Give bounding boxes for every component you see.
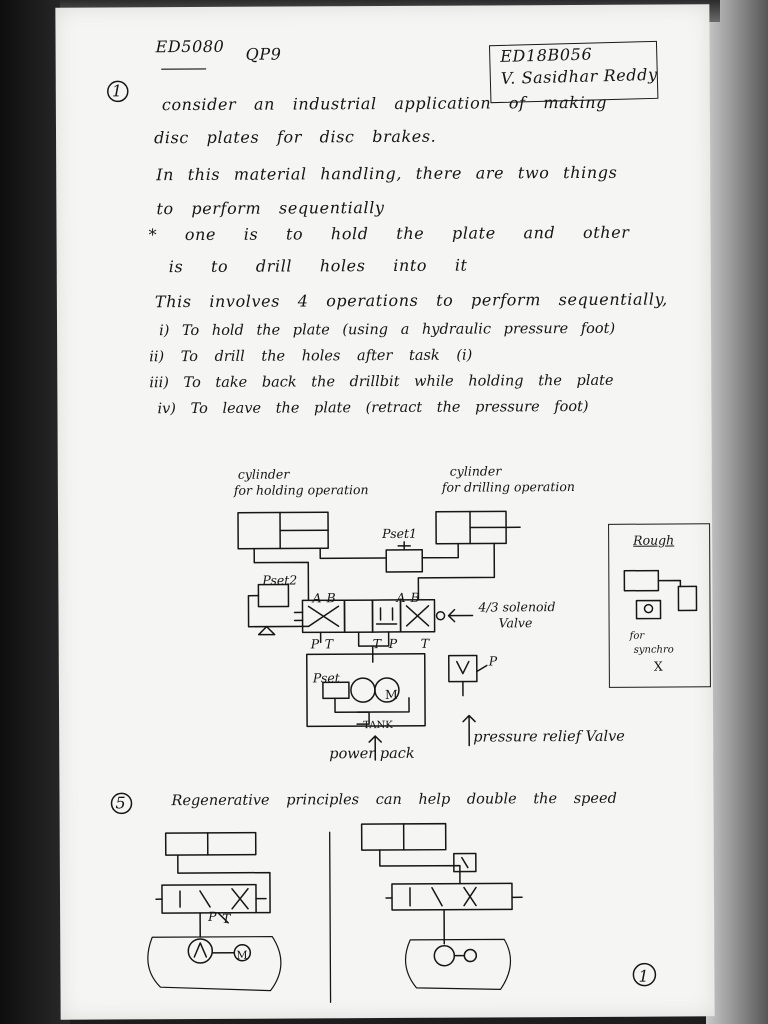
valve1-port-p: P — [310, 636, 320, 652]
sequence-valve-2-symbol — [258, 585, 288, 607]
page-number: 1 — [638, 966, 650, 986]
background-right — [706, 0, 768, 1024]
solenoid-valve-label-1: 4/3 solenoid — [478, 599, 556, 615]
rough-sketch-symbol — [624, 570, 696, 618]
course-code: ED5080 — [155, 36, 225, 57]
question-paper-code: QP9 — [245, 44, 282, 64]
q1-step-1: i) To hold the plate (using a hydraulic pressure foot) — [159, 320, 616, 340]
valve1-port-b: B — [326, 590, 336, 606]
drilling-cylinder-symbol — [436, 511, 520, 543]
solenoid-valve-block — [294, 600, 444, 633]
drilling-cylinder-label-2: for drilling operation — [441, 479, 575, 495]
pset-label: Pset — [312, 670, 340, 686]
valve1-port-a: A — [312, 590, 322, 606]
answer-sheet — [55, 4, 714, 1019]
tank-label: TANK — [363, 719, 393, 732]
pressure-relief-valve-label: pressure relief Valve — [473, 728, 625, 746]
valve2-port-a: A — [396, 589, 406, 605]
holding-cylinder-symbol — [238, 512, 328, 548]
holding-cylinder-label-2: for holding operation — [233, 482, 369, 498]
regen-valve-port-p: P — [208, 908, 217, 924]
pressure-relief-valve-symbol — [449, 655, 487, 695]
question-5-number: 5 — [115, 793, 127, 813]
q1-line-3: In this material handling, there are two things — [156, 162, 618, 185]
q1-line-4: to perform sequentially — [156, 197, 385, 219]
valve1-port-t: T — [324, 636, 334, 652]
rough-note-1: for — [629, 630, 645, 642]
rough-note-2: synchro — [633, 644, 674, 656]
pset2-label: Pset2 — [262, 572, 298, 588]
q1-line-2: disc plates for disc brakes. — [153, 126, 437, 148]
question-1-number: 1 — [111, 81, 123, 101]
hydraulic-circuit-sketches — [55, 4, 714, 1019]
pset1-label: Pset1 — [382, 525, 418, 542]
rough-title: Rough — [633, 532, 675, 548]
valve2-port-t2: T — [420, 635, 430, 651]
q1-step-2: ii) To drill the holes after task (i) — [149, 347, 473, 366]
q1-step-4: iv) To leave the plate (retract the pressure foot) — [157, 398, 589, 418]
regen-motor-label: M — [236, 948, 248, 962]
student-name: V. Sasidhar Reddy — [500, 64, 658, 88]
power-pack-symbol — [307, 654, 425, 727]
q1-line-6: is to drill holes into it — [168, 255, 468, 277]
rough-cross-mark: X — [653, 658, 663, 674]
q1-line-7: This involves 4 operations to perform sequentially, — [154, 289, 668, 312]
valve2-port-t: T — [372, 636, 382, 652]
regen-circuit-left — [147, 833, 281, 992]
power-pack-label: power pack — [329, 745, 415, 763]
holding-cylinder-label-1: cylinder — [237, 466, 290, 482]
sequence-valve-1-symbol — [386, 550, 422, 572]
valve2-port-b: B — [410, 589, 420, 605]
q1-line-5: * one is to hold the plate and other — [148, 222, 630, 245]
solenoid-valve-label-2: Valve — [498, 615, 533, 631]
roll-number: ED18B056 — [500, 44, 593, 66]
drilling-cylinder-label-1: cylinder — [449, 463, 502, 479]
question-5-text: Regenerative principles can help double the speed — [171, 790, 617, 810]
q1-step-3: iii) To take back the drillbit while holding the plate — [149, 372, 614, 392]
motor-label: M — [384, 686, 398, 703]
regen-valve-port-t: T — [222, 910, 231, 926]
regen-circuit-right — [362, 823, 523, 990]
valve2-port-p: P — [388, 635, 398, 651]
q1-line-1: consider an industrial application of making — [161, 92, 608, 115]
relief-pressure-label: P — [488, 653, 498, 669]
